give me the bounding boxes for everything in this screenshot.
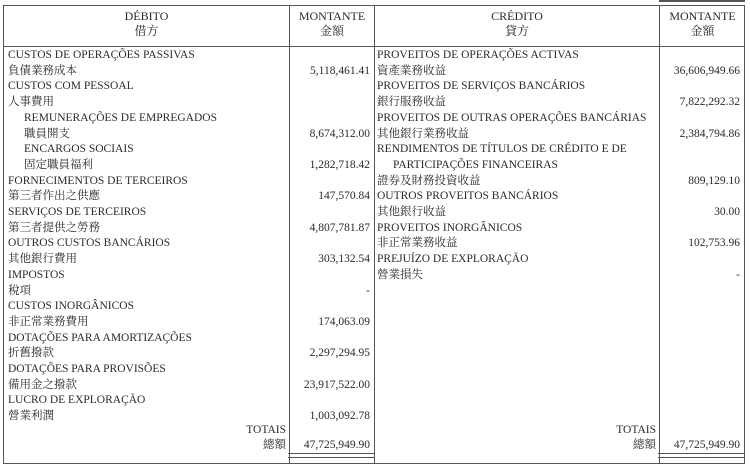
amount-header-zh: 金額 [319, 24, 344, 38]
debit-line-amount: 5,118,461.41 [310, 64, 370, 77]
credit-line-item: 非正常業務收益 [377, 237, 458, 250]
credit-header-pt: CRÉDITO [491, 9, 543, 23]
debit-line-item: CUSTOS COM PESSOAL [8, 80, 134, 93]
debit-line-amount: 4,807,781.87 [309, 221, 370, 234]
debit-line-item: 非正常業務費用 [8, 315, 89, 328]
credit-line-item: 營業損失 [377, 268, 423, 281]
credit-line-amount: 102,753.96 [688, 237, 740, 250]
credit-line-amount: 7,822,292.32 [679, 96, 740, 109]
debit-total-amount: 47,725,949.90 [303, 439, 370, 451]
top-rule [659, 0, 745, 2]
debit-line-item: SERVIÇOS DE TERCEIROS [8, 206, 147, 218]
credit-line-amount: 30.00 [714, 206, 740, 218]
debit-total-label [200, 423, 286, 453]
debit-line-item: DOTAÇÕES PARA AMORTIZAÇÕES [8, 331, 192, 344]
debit-line-item: CUSTOS DE OPERAÇÕES PASSIVAS [8, 49, 195, 61]
debit-line-item: 營業利潤 [8, 410, 54, 423]
credit-line-item: 銀行服務收益 [377, 96, 446, 109]
total-label-zh: 總額 [633, 439, 656, 451]
debit-line-amount: 23,917,522.00 [303, 378, 370, 391]
debit-line-amount: - [366, 284, 370, 297]
debit-line-item: 固定職員福利 [24, 158, 93, 171]
debit-line-item: LUCRO DE EXPLORAÇÃO [8, 394, 146, 407]
debit-line-item: OUTROS CUSTOS BANCÁRIOS [8, 237, 171, 250]
debit-header [4, 9, 289, 39]
debit-line-item: 人事費用 [8, 96, 54, 109]
amount-header-pt: MONTANTE [669, 9, 736, 23]
credit-line-amount: 809,129.10 [688, 174, 740, 187]
credit-line-item: PARTICIPAÇÕES FINANCEIRAS [393, 158, 558, 171]
credit-line-item: PREJUÍZO DE EXPLORAÇÃO [377, 253, 529, 266]
debit-line-item: REMUNERAÇÕES DE EMPREGADOS [24, 111, 217, 124]
credit-line-item: 證券及財務投資收益 [377, 174, 481, 187]
debit-line-amount: 8,674,312.00 [309, 127, 370, 140]
debit-line-item: 負債業務成本 [8, 64, 77, 77]
total-label-zh: 總額 [263, 439, 286, 451]
debit-line-amount: 174,063.09 [318, 315, 370, 328]
credit-line-amount: 2,384,794.86 [679, 127, 740, 140]
debit-line-amount: 1,282,718.42 [309, 158, 370, 171]
debit-line-amount: 303,132.54 [318, 253, 370, 266]
debit-line-amount: 1,003,092.78 [309, 410, 370, 423]
debit-line-item: FORNECIMENTOS DE TERCEIROS [8, 174, 188, 187]
credit-total-label [570, 423, 656, 453]
total-label-pt: TOTAIS [616, 424, 656, 436]
debit-amount-header [290, 9, 374, 39]
credit-line-item: PROVEITOS INORGÂNICOS [377, 221, 523, 234]
debit-line-item: 職員開支 [24, 127, 70, 140]
debit-header-pt: DÉBITO [124, 9, 169, 23]
debit-line-item: 第三者作出之供應 [8, 190, 100, 203]
amount-header-zh: 金額 [690, 24, 715, 38]
debit-line-item: 稅項 [8, 284, 31, 297]
debit-line-item: 其他銀行費用 [8, 253, 77, 266]
credit-header-zh: 貸方 [504, 24, 529, 38]
debit-total-rule [288, 453, 374, 458]
credit-total-amount: 47,725,949.90 [673, 439, 740, 451]
debit-line-item: DOTAÇÕES PARA PROVISÕES [8, 363, 166, 375]
debit-line-item: 第三者提供之勞務 [8, 221, 100, 234]
column-divider [374, 5, 375, 464]
credit-line-item: 其他銀行業務收益 [377, 127, 469, 140]
credit-line-item: OUTROS PROVEITOS BANCÁRIOS [377, 190, 559, 203]
credit-line-item: 資產業務收益 [377, 64, 446, 77]
credit-amount-header [660, 9, 745, 39]
debit-header-zh: 借方 [134, 24, 159, 38]
header-divider [3, 46, 745, 47]
debit-line-item: IMPOSTOS [8, 268, 65, 281]
debit-line-amount: 2,297,294.95 [309, 347, 370, 360]
credit-header [375, 9, 659, 39]
debit-line-item: ENCARGOS SOCIAIS [24, 143, 134, 156]
credit-line-item: PROVEITOS DE OUTRAS OPERAÇÕES BANCÁRIAS [377, 111, 647, 124]
credit-line-amount: 36,606,949.66 [673, 64, 740, 77]
amount-header-pt: MONTANTE [298, 9, 366, 23]
debit-line-item: 折舊撥款 [8, 347, 54, 360]
credit-line-amount: - [736, 268, 740, 281]
credit-line-item: 其他銀行收益 [377, 206, 446, 218]
credit-line-item: PROVEITOS DE OPERAÇÕES ACTIVAS [377, 49, 579, 61]
total-label-pt: TOTAIS [246, 424, 286, 436]
debit-line-item: CUSTOS INORGÂNICOS [8, 300, 134, 313]
credit-line-item: PROVEITOS DE SERVIÇOS BANCÁRIOS [377, 80, 586, 93]
debit-line-item: 備用金之撥款 [8, 378, 77, 391]
credit-line-item: RENDIMENTOS DE TÍTULOS DE CRÉDITO E DE [377, 143, 627, 156]
credit-total-rule [658, 453, 745, 458]
debit-line-amount: 147,570.84 [318, 190, 370, 203]
